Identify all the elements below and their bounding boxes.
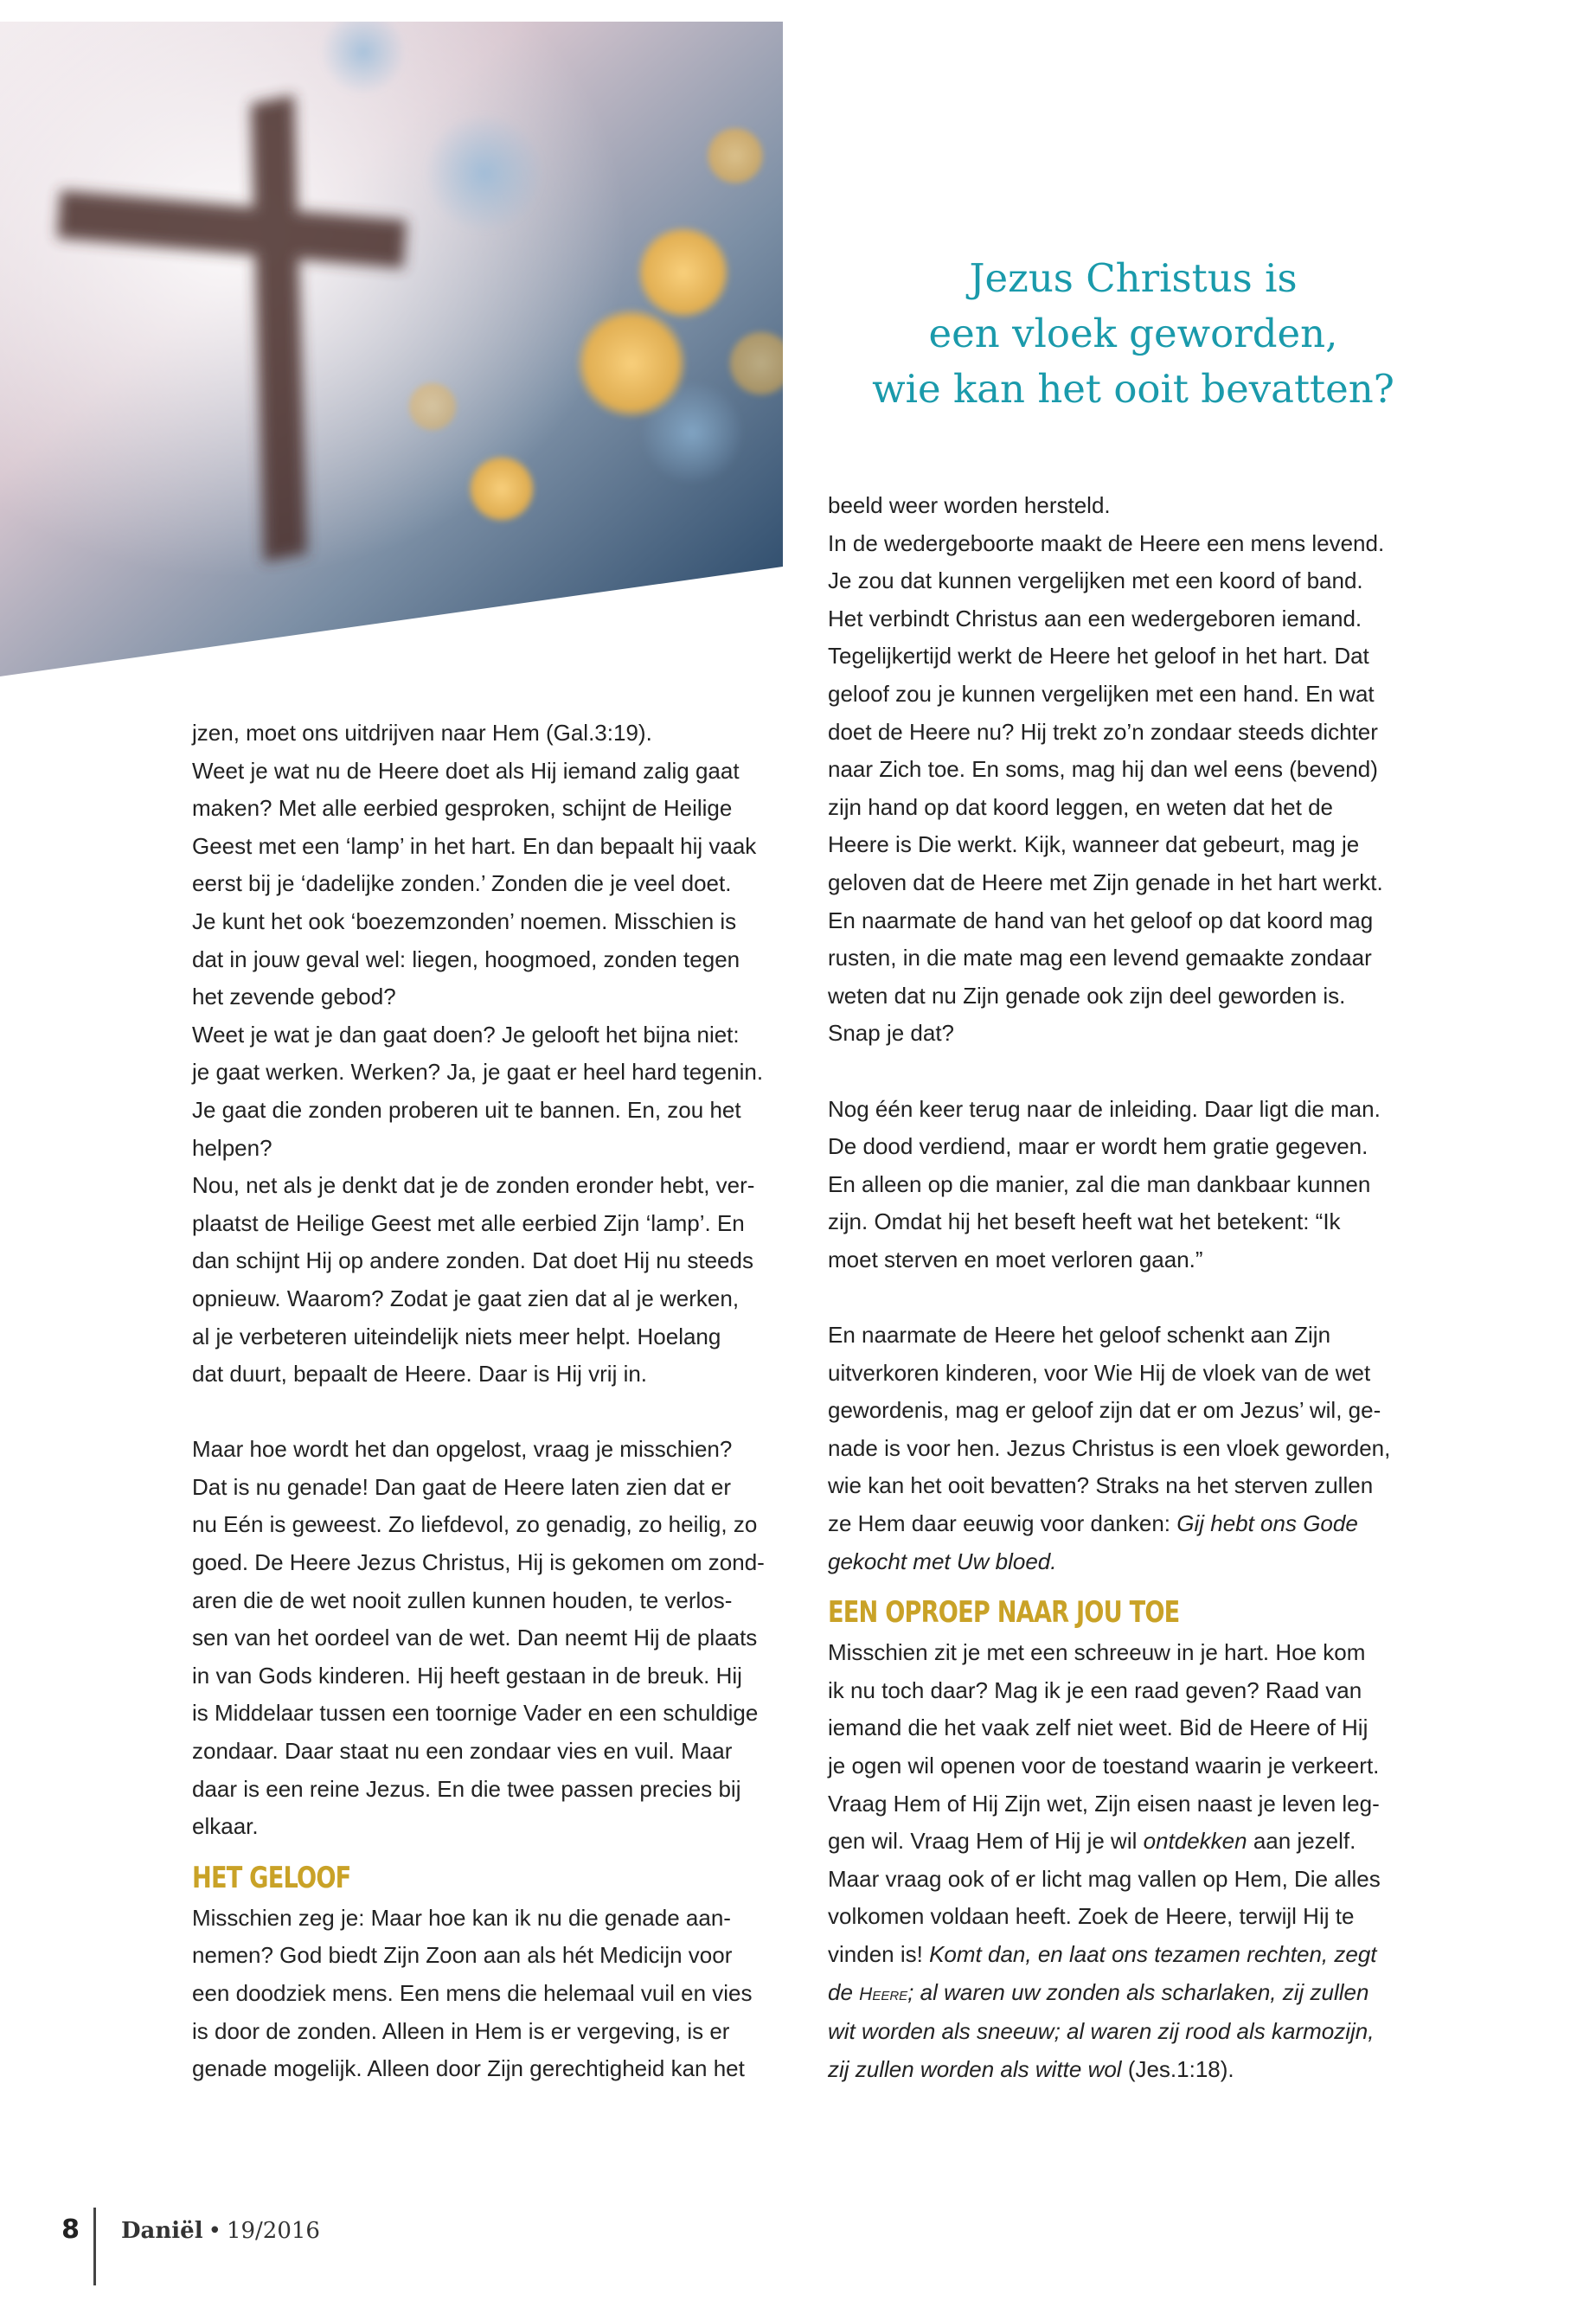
scripture-reference: (Jes.1:18). (1121, 2055, 1234, 2082)
text-line: je ogen wil openen voor de toestand waarin je verkeert. (828, 1753, 1380, 1779)
text-line: Maar hoe wordt het dan opgelost, vraag je misschien? (192, 1436, 733, 1463)
text-line: De dood verdiend, maar er wordt hem gratie gegeven. (828, 1133, 1368, 1160)
text-line: zondaar. Daar staat nu een zondaar vies en vuil. Maar (192, 1738, 733, 1765)
text-line: naar Zich toe. En soms, mag hij dan wel eens (bevend) (828, 756, 1378, 783)
text-line: iemand die het vaak zelf niet weet. Bid de Heere of Hij (828, 1715, 1368, 1741)
text-line: Je kunt het ook ‘boezemzonden’ noemen. Misschien is (192, 907, 737, 934)
text-line: ik nu toch daar? Mag ik je een raad geven? Raad van (828, 1676, 1362, 1703)
text-line: is door de zonden. Alleen in Hem is er vergeving, is er (192, 2017, 730, 2044)
text-line: En naarmate de Heere het geloof schenkt aan Zijn (828, 1322, 1331, 1349)
text-line: jzen, moet ons uitdrijven naar Hem (Gal.3:19). (192, 720, 652, 746)
text-line: nade is voor hen. Jezus Christus is een vloek geworden, (828, 1434, 1391, 1461)
text-line: dat in jouw geval wel: liegen, hoogmoed, zonden tegen (192, 945, 740, 972)
text-line (828, 1823, 1425, 1861)
separator-dot: • (208, 2218, 221, 2244)
issue-number: 19/2016 (226, 2218, 320, 2244)
text-line: sen van het oordeel van de wet. Dan neemt Hij de plaats (192, 1625, 758, 1651)
text-line: nu Eén is geweest. Zo liefdevol, zo genadig, zo heilig, zo (192, 1511, 758, 1538)
scripture-quote: gekocht met Uw bloed. (828, 1548, 1057, 1574)
text-line: het zevende gebod? (192, 984, 396, 1010)
pull-quote-line: een vloek geworden, (928, 311, 1338, 356)
text-line (828, 1974, 1425, 2014)
text-line: In de wedergeboorte maakt de Heere een mens levend. (828, 529, 1385, 556)
text-line (828, 1505, 1425, 1543)
text-line: zijn hand op dat koord leggen, en weten dat het de (828, 793, 1333, 820)
text-span: ze Hem daar eeuwig voor danken: (828, 1510, 1177, 1537)
pull-quote-line: wie kan het ooit bevatten? (872, 366, 1394, 412)
text-line: Tegelijkertijd werkt de Heere het geloof in het hart. Dat (828, 643, 1369, 670)
text-line: Vraag Hem of Hij Zijn wet, Zijn eisen naast je leven leg- (828, 1790, 1380, 1817)
footer-divider (93, 2208, 96, 2285)
paragraph-gap (828, 1053, 1425, 1091)
text-line: Weet je wat je dan gaat doen? Je gelooft het bijna niet: (192, 1021, 740, 1048)
pull-quote-line: Jezus Christus is (969, 255, 1298, 301)
header-photo-cross-bokeh (0, 0, 783, 679)
scripture-quote: wit worden als sneeuw; al waren zij rood als karmozijn, (828, 2018, 1375, 2045)
text-line: beeld weer worden hersteld. (828, 492, 1111, 518)
scripture-quote: Gij hebt ons Gode (1176, 1510, 1358, 1537)
text-line: zijn. Omdat hij het beseft heeft wat het betekent: “Ik (828, 1208, 1341, 1235)
text-line: volkomen voldaan heeft. Zoek de Heere, terwijl Hij te (828, 1903, 1355, 1930)
text-line: aren die de wet nooit zullen kunnen houden, te verlos- (192, 1586, 733, 1613)
text-line: Misschien zeg je: Maar hoe kan ik nu die genade aan- (192, 1904, 731, 1931)
scripture-quote: ; al waren uw zonden als scharlaken, zij zullen (907, 1978, 1369, 2005)
publication-name: Daniël (121, 2218, 203, 2244)
section-heading-een-oproep: EEN OPROEP NAAR JOU TOE (828, 1595, 1180, 1631)
text-line: rusten, in die mate mag een levend gemaakte zondaar (828, 945, 1372, 971)
text-line: dat duurt, bepaalt de Heere. Daar is Hij vrij in. (192, 1361, 648, 1388)
text-line: plaatst de Heilige Geest met alle eerbied Zijn ‘lamp’. En (192, 1209, 745, 1236)
text-line: Dat is nu genade! Dan gaat de Heere laten zien dat er (192, 1473, 731, 1500)
text-line: Nog één keer terug naar de inleiding. Daar ligt die man. (828, 1095, 1381, 1122)
text-line: Het verbindt Christus aan een wedergeboren iemand. (828, 605, 1362, 631)
right-text-column (828, 487, 1425, 2088)
scripture-quote-smallcaps: Heere (859, 1984, 908, 2004)
emphasis: ontdekken (1143, 1828, 1247, 1855)
section-heading-het-geloof: HET GELOOF (192, 1860, 351, 1895)
text-line: maken? Met alle eerbied gesproken, schijnt de Heilige (192, 795, 733, 822)
text-line: Heere is Die werkt. Kijk, wanneer dat gebeurt, mag je (828, 831, 1360, 858)
text-line: gewordenis, mag er geloof zijn dat er om Jezus’ wil, ge- (828, 1397, 1381, 1424)
text-line: wie kan het ooit bevatten? Straks na het sterven zullen (828, 1472, 1374, 1499)
text-line: En alleen op die manier, zal die man dankbaar kunnen (828, 1170, 1371, 1197)
text-line: goed. De Heere Jezus Christus, Hij is gekomen om zond- (192, 1549, 765, 1576)
text-line: Maar vraag ook of er licht mag vallen op Hem, Die alles (828, 1865, 1381, 1892)
text-line (828, 1936, 1425, 1974)
text-line: eerst bij je ‘dadelijke zonden.’ Zonden die je veel doet. (192, 870, 732, 897)
text-line: En naarmate de hand van het geloof op dat koord mag (828, 907, 1374, 933)
text-line: een doodziek mens. Een mens die helemaal vuil en vies (192, 1980, 753, 2006)
text-line: Je gaat die zonden proberen uit te bannen. En, zou het (192, 1096, 741, 1123)
text-line: Geest met een ‘lamp’ in het hart. En dan bepaalt hij vaak (192, 832, 757, 859)
text-line: moet sterven en moet verloren gaan.” (828, 1246, 1203, 1272)
text-line: helpen? (192, 1134, 272, 1161)
text-line (828, 2013, 1425, 2051)
text-line: is Middelaar tussen een toornige Vader en een schuldige (192, 1700, 759, 1727)
page-number: 8 (61, 2214, 80, 2245)
scripture-quote: zij zullen worden als witte wol (828, 2055, 1122, 2082)
text-line: doet de Heere nu? Hij trekt zo’n zondaar steeds dichter (828, 718, 1378, 745)
text-line: weten dat nu Zijn genade ook zijn deel geworden is. (828, 982, 1346, 1009)
text-line (828, 1543, 1425, 1581)
text-line: Nou, net als je denkt dat je de zonden eronder hebt, ver- (192, 1172, 755, 1199)
text-line: dan schijnt Hij op andere zonden. Dat doet Hij nu steeds (192, 1247, 753, 1274)
text-line: opnieuw. Waarom? Zodat je gaat zien dat al je werken, (192, 1285, 740, 1311)
text-line: Snap je dat? (828, 1020, 955, 1047)
left-text-column (192, 715, 789, 2088)
text-line: geloven dat de Heere met Zijn genade in het hart werkt. (828, 868, 1383, 895)
text-line: Weet je wat nu de Heere doet als Hij iemand zalig gaat (192, 757, 740, 784)
text-line: Je zou dat kunnen vergelijken met een koord of band. (828, 567, 1363, 594)
text-line: geloof zou je kunnen vergelijken met een hand. En wat (828, 680, 1375, 707)
text-line: al je verbeteren uiteindelijk niets meer helpt. Hoelang (192, 1323, 721, 1349)
text-line: daar is een reine Jezus. En die twee passen precies bij (192, 1775, 741, 1802)
publication-info (121, 2218, 320, 2244)
text-span: vinden is! (828, 1940, 930, 1967)
text-line: genade mogelijk. Alleen door Zijn gerechtigheid kan het (192, 2055, 745, 2082)
text-span: gen wil. Vraag Hem of Hij je wil (828, 1828, 1144, 1855)
scripture-quote: de (828, 1978, 860, 2005)
paragraph-gap (828, 1279, 1425, 1317)
scripture-quote: Komt dan, en laat ons tezamen rechten, zegt (929, 1940, 1377, 1967)
text-line: uitverkoren kinderen, voor Wie Hij de vloek van de wet (828, 1359, 1371, 1386)
text-span: aan jezelf. (1247, 1828, 1356, 1855)
text-line: nemen? God biedt Zijn Zoon aan als hét Medicijn voor (192, 1942, 733, 1969)
text-line: elkaar. (192, 1813, 259, 1840)
pull-quote (830, 251, 1436, 417)
paragraph-gap (192, 1394, 789, 1432)
text-line (828, 2051, 1425, 2089)
text-line: in van Gods kinderen. Hij heeft gestaan in de breuk. Hij (192, 1662, 742, 1689)
text-line: Misschien zit je met een schreeuw in je hart. Hoe kom (828, 1639, 1366, 1666)
text-line: je gaat werken. Werken? Ja, je gaat er heel hard tegenin. (192, 1059, 764, 1086)
